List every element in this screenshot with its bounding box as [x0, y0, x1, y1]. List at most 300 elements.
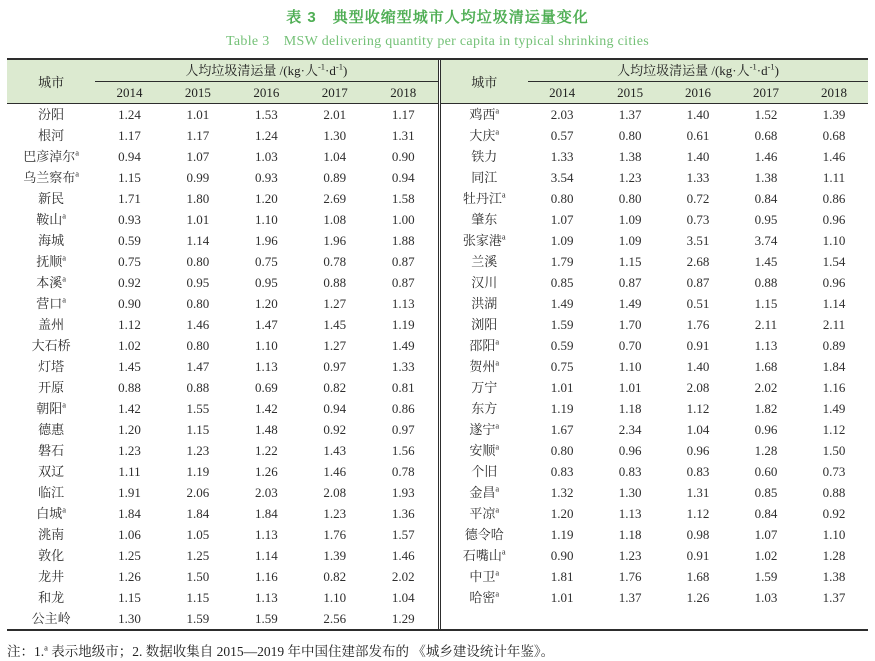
- table-caption-cn: 表 3 典型收缩型城市人均垃圾清运量变化: [286, 9, 589, 26]
- city-cell: 德令哈: [464, 527, 504, 542]
- value-cell: 1.54: [822, 254, 846, 269]
- city-cell: 东方: [471, 401, 498, 416]
- value-cell: 1.84: [186, 506, 210, 521]
- value-cell: 1.08: [323, 212, 347, 227]
- value-cell: 1.13: [254, 590, 278, 605]
- value-cell: 1.29: [391, 611, 415, 626]
- value-cell: 1.20: [254, 296, 278, 311]
- value-cell: 1.91: [118, 485, 141, 500]
- value-cell: 1.30: [118, 611, 141, 626]
- table-row: [441, 377, 869, 398]
- value-cell: 0.85: [550, 275, 574, 290]
- value-cell: 1.20: [118, 422, 141, 437]
- value-cell: 2.68: [686, 254, 710, 269]
- city-cell: 朝阳$^a$: [36, 399, 67, 416]
- value-cell: 1.47: [254, 317, 278, 332]
- value-cell: 1.26: [254, 464, 278, 479]
- value-cell: 0.99: [186, 170, 210, 185]
- value-cell: 1.30: [618, 485, 642, 500]
- prefecture-city-marker: a: [501, 231, 506, 242]
- prefecture-city-marker: a: [62, 273, 67, 284]
- footnote-text: 表示地级市；2. 数据收集自 2015—2019 年中国住建部发布的 《城乡建设统计年鉴》。: [47, 644, 555, 659]
- value-cell: 0.78: [323, 254, 347, 269]
- value-cell: 2.02: [391, 569, 415, 584]
- value-cell: 1.42: [254, 401, 278, 416]
- value-cell: 2.11: [754, 317, 778, 332]
- value-cell: 0.97: [323, 359, 347, 374]
- value-cell: 1.76: [323, 527, 347, 542]
- value-cell: 1.37: [618, 590, 642, 605]
- value-cell: 0.94: [391, 170, 415, 185]
- prefecture-city-marker: a: [495, 126, 500, 137]
- value-cell: 1.46: [391, 548, 415, 563]
- value-cell: 1.40: [686, 107, 710, 122]
- value-cell: 0.84: [754, 191, 778, 206]
- value-cell: 1.27: [323, 338, 347, 353]
- value-cell: 1.12: [118, 317, 141, 332]
- value-cell: 0.96: [618, 443, 642, 458]
- unit-superscript: -1: [335, 61, 343, 72]
- city-cell: 平凉$^a$: [469, 504, 500, 521]
- value-cell: 2.08: [686, 380, 710, 395]
- table-row: [7, 209, 438, 230]
- value-cell: 1.10: [254, 212, 278, 227]
- value-cell: 1.59: [186, 611, 210, 626]
- prefecture-city-marker: a: [495, 336, 500, 347]
- value-cell: 1.52: [754, 107, 778, 122]
- value-cell: 1.19: [550, 401, 574, 416]
- value-cell: 0.95: [186, 275, 210, 290]
- table-row: [7, 188, 438, 209]
- table-row: [441, 356, 869, 377]
- city-cell: 抚顺$^a$: [36, 252, 67, 269]
- value-cell: 1.13: [618, 506, 642, 521]
- value-cell: 2.34: [618, 422, 642, 437]
- city-cell: 石嘴山$^a$: [462, 546, 506, 563]
- city-cell: 开原: [38, 380, 65, 395]
- prefecture-city-marker: a: [75, 147, 80, 158]
- prefecture-city-marker: a: [495, 357, 500, 368]
- table-row: [441, 545, 869, 566]
- table-body: [7, 104, 438, 630]
- value-cell: 1.31: [686, 485, 710, 500]
- city-cell: 鞍山$^a$: [36, 210, 67, 227]
- value-cell: 1.05: [186, 527, 210, 542]
- value-cell: 0.80: [618, 191, 642, 206]
- value-cell: 1.13: [391, 296, 415, 311]
- value-cell: 0.94: [323, 401, 347, 416]
- table-row: [7, 335, 438, 356]
- value-cell: 0.98: [686, 527, 710, 542]
- prefecture-city-marker: a: [62, 399, 67, 410]
- msw-table-left: [7, 60, 438, 629]
- value-cell: 1.26: [686, 590, 710, 605]
- city-cell: 和龙: [38, 590, 65, 605]
- value-cell: 1.09: [550, 233, 574, 248]
- city-cell: 白城$^a$: [36, 504, 67, 521]
- value-cell: 1.43: [323, 443, 347, 458]
- value-cell: 0.68: [822, 128, 846, 143]
- value-cell: 2.01: [323, 107, 347, 122]
- value-cell: 1.18: [618, 401, 642, 416]
- table-row: [441, 419, 869, 440]
- table-row: [441, 440, 869, 461]
- value-cell: 0.90: [550, 548, 574, 563]
- value-cell: 1.48: [254, 422, 278, 437]
- quantity-group-header: [528, 60, 868, 82]
- value-cell: 0.90: [391, 149, 415, 164]
- unit-text-pre: 人均垃圾清运量 /(kg·人: [617, 63, 750, 78]
- city-cell: 牡丹江$^a$: [462, 189, 506, 206]
- table-row: [441, 503, 869, 524]
- value-cell: 1.33: [550, 149, 574, 164]
- table-row: [7, 314, 438, 335]
- value-cell: 1.10: [323, 590, 347, 605]
- value-cell: 0.80: [186, 296, 210, 311]
- prefecture-city-marker: a: [62, 210, 67, 221]
- value-cell: 0.88: [186, 380, 210, 395]
- value-cell: 0.61: [686, 128, 710, 143]
- value-cell: 1.37: [822, 590, 846, 605]
- year-header-2017: 2017: [732, 82, 800, 104]
- city-cell: 个旧: [471, 464, 498, 479]
- value-cell: 1.06: [118, 527, 141, 542]
- value-cell: 1.59: [254, 611, 278, 626]
- footnote-prefix: 注：1.: [7, 644, 45, 659]
- value-cell: 1.13: [254, 527, 278, 542]
- value-cell: 1.01: [550, 590, 574, 605]
- value-cell: 1.04: [686, 422, 710, 437]
- table-row: [441, 335, 869, 356]
- value-cell: 0.59: [550, 338, 574, 353]
- value-cell: 0.72: [686, 191, 710, 206]
- value-cell: 1.32: [550, 485, 574, 500]
- value-cell: 0.92: [822, 506, 846, 521]
- value-cell: 1.49: [550, 296, 574, 311]
- value-cell: 0.78: [391, 464, 415, 479]
- value-cell: 0.85: [754, 485, 778, 500]
- year-header-2018: 2018: [369, 82, 438, 104]
- prefecture-city-marker: a: [62, 252, 67, 263]
- table-row: [441, 251, 869, 272]
- value-cell: 1.04: [323, 149, 347, 164]
- city-cell: 灯塔: [38, 359, 65, 374]
- value-cell: 0.75: [254, 254, 278, 269]
- value-cell: 1.19: [391, 317, 415, 332]
- value-cell: 1.20: [550, 506, 574, 521]
- value-cell: 1.07: [186, 149, 210, 164]
- value-cell: 0.84: [754, 506, 778, 521]
- table-row: [7, 251, 438, 272]
- city-cell: 公主岭: [31, 611, 71, 626]
- value-cell: 0.80: [550, 443, 574, 458]
- unit-text-mid: ·d: [325, 63, 336, 78]
- table-header: [441, 60, 869, 104]
- table-row: [7, 587, 438, 608]
- table-row: [7, 272, 438, 293]
- value-cell: 1.96: [254, 233, 278, 248]
- city-cell: 大石桥: [31, 338, 71, 353]
- value-cell: 1.56: [391, 443, 415, 458]
- value-cell: 0.88: [323, 275, 347, 290]
- unit-superscript: -1: [317, 61, 326, 72]
- value-cell: 0.88: [822, 485, 846, 500]
- table-row: [7, 125, 438, 146]
- value-cell: 1.19: [186, 464, 210, 479]
- city-cell: 磐石: [38, 443, 65, 458]
- value-cell: 1.23: [323, 506, 347, 521]
- city-cell: 邵阳$^a$: [469, 336, 500, 353]
- value-cell: 1.76: [686, 317, 710, 332]
- value-cell: 1.24: [118, 107, 141, 122]
- city-cell: 新民: [38, 191, 65, 206]
- value-cell: 1.25: [186, 548, 210, 563]
- value-cell: 1.15: [754, 296, 778, 311]
- city-cell: 汾阳: [38, 107, 65, 122]
- city-cell: 哈密$^a$: [469, 588, 500, 605]
- city-cell: 肇东: [471, 212, 498, 227]
- value-cell: 1.84: [254, 506, 278, 521]
- unit-superscript: -1: [749, 61, 757, 72]
- value-cell: 1.10: [618, 359, 642, 374]
- city-cell: 遂宁$^a$: [469, 420, 500, 437]
- value-cell: 1.11: [118, 464, 141, 479]
- value-cell: 1.10: [822, 233, 846, 248]
- table-row: [7, 230, 438, 251]
- table-row: [441, 524, 869, 545]
- value-cell: 1.40: [686, 359, 710, 374]
- value-cell: 0.92: [323, 422, 347, 437]
- value-cell: 0.73: [686, 212, 710, 227]
- value-cell: 1.68: [686, 569, 710, 584]
- value-cell: 1.26: [118, 569, 141, 584]
- prefecture-city-marker: a: [495, 483, 500, 494]
- prefecture-city-marker: a: [75, 168, 80, 179]
- table-row: [441, 587, 869, 608]
- table-row: [7, 398, 438, 419]
- value-cell: 1.04: [391, 590, 415, 605]
- city-cell: 双辽: [38, 464, 65, 479]
- footnote-superscript: a: [44, 642, 48, 653]
- value-cell: 1.93: [391, 485, 415, 500]
- value-cell: 0.86: [822, 191, 846, 206]
- year-header-2017: 2017: [301, 82, 369, 104]
- value-cell: 2.03: [550, 107, 574, 122]
- value-cell: 1.17: [391, 107, 415, 122]
- table-row: [7, 608, 438, 629]
- value-cell: 1.59: [550, 317, 574, 332]
- city-cell: 浏阳: [471, 317, 498, 332]
- value-cell: 1.10: [822, 527, 846, 542]
- value-cell: 1.84: [118, 506, 141, 521]
- value-cell: 0.87: [391, 275, 415, 290]
- value-cell: 1.07: [550, 212, 574, 227]
- city-cell: 张家港$^a$: [462, 231, 506, 248]
- year-header-2015: 2015: [596, 82, 664, 104]
- value-cell: 0.70: [618, 338, 642, 353]
- value-cell: 1.96: [323, 233, 347, 248]
- footnote: [7, 640, 868, 660]
- value-cell: 1.07: [754, 527, 778, 542]
- value-cell: 1.02: [754, 548, 778, 563]
- value-cell: 0.57: [550, 128, 574, 143]
- prefecture-city-marker: a: [501, 189, 506, 200]
- value-cell: 1.16: [822, 380, 846, 395]
- value-cell: 0.95: [754, 212, 778, 227]
- value-cell: 1.31: [391, 128, 415, 143]
- value-cell: 2.06: [186, 485, 210, 500]
- city-column-header: 城市: [7, 60, 95, 104]
- prefecture-city-marker: a: [501, 546, 506, 557]
- value-cell: 1.80: [186, 191, 210, 206]
- table-row: [441, 566, 869, 587]
- prefecture-city-marker: a: [62, 504, 67, 515]
- msw-tables-container: [7, 58, 868, 631]
- value-cell: 0.88: [118, 380, 141, 395]
- value-cell: 0.69: [254, 380, 278, 395]
- city-cell: 临江: [38, 485, 65, 500]
- quantity-group-header: [95, 60, 437, 82]
- value-cell: 1.38: [618, 149, 642, 164]
- value-cell: 1.12: [822, 422, 846, 437]
- value-cell: 1.11: [822, 170, 846, 185]
- value-cell: 0.91: [686, 548, 710, 563]
- city-cell: 盖州: [38, 317, 65, 332]
- value-cell: 1.88: [391, 233, 415, 248]
- value-cell: 1.27: [323, 296, 347, 311]
- value-cell: 1.38: [754, 170, 778, 185]
- table-row: [7, 167, 438, 188]
- value-cell: 1.39: [822, 107, 846, 122]
- table-row: [441, 167, 869, 188]
- city-cell: 大庆$^a$: [469, 126, 500, 143]
- table-row: [441, 125, 869, 146]
- city-cell: 营口$^a$: [36, 294, 67, 311]
- table-row: [7, 482, 438, 503]
- value-cell: 1.15: [186, 422, 210, 437]
- prefecture-city-marker: a: [495, 105, 500, 116]
- prefecture-city-marker: a: [495, 588, 500, 599]
- year-header-2016: 2016: [232, 82, 300, 104]
- table-row: [441, 146, 869, 167]
- value-cell: 1.15: [118, 170, 141, 185]
- value-cell: 0.88: [754, 275, 778, 290]
- value-cell: 1.50: [822, 443, 846, 458]
- value-cell: 1.40: [686, 149, 710, 164]
- msw-table-right: [441, 60, 869, 608]
- value-cell: 1.37: [618, 107, 642, 122]
- value-cell: 0.81: [391, 380, 415, 395]
- table-row: [7, 566, 438, 587]
- value-cell: 1.45: [323, 317, 347, 332]
- value-cell: 1.13: [754, 338, 778, 353]
- value-cell: 1.46: [323, 464, 347, 479]
- table-row: [441, 104, 869, 126]
- value-cell: 1.70: [618, 317, 642, 332]
- value-cell: 1.49: [618, 296, 642, 311]
- table-row: [7, 356, 438, 377]
- value-cell: 1.03: [754, 590, 778, 605]
- value-cell: 2.69: [323, 191, 347, 206]
- table-row: [441, 482, 869, 503]
- value-cell: 1.68: [754, 359, 778, 374]
- value-cell: 2.08: [323, 485, 347, 500]
- table-row: [441, 188, 869, 209]
- value-cell: 1.39: [323, 548, 347, 563]
- value-cell: 1.22: [254, 443, 278, 458]
- value-cell: 0.83: [550, 464, 574, 479]
- value-cell: 1.23: [618, 548, 642, 563]
- value-cell: 2.11: [822, 317, 846, 332]
- unit-text-mid: ·d: [756, 63, 768, 78]
- value-cell: 1.01: [186, 107, 210, 122]
- table-body: [441, 104, 869, 609]
- city-cell: 龙井: [38, 569, 65, 584]
- value-cell: 1.45: [118, 359, 141, 374]
- value-cell: 1.36: [391, 506, 415, 521]
- city-cell: 铁力: [471, 149, 498, 164]
- value-cell: 0.82: [323, 380, 347, 395]
- value-cell: 0.87: [686, 275, 710, 290]
- value-cell: 1.57: [391, 527, 415, 542]
- value-cell: 0.80: [550, 191, 574, 206]
- value-cell: 2.03: [254, 485, 278, 500]
- value-cell: 1.82: [754, 401, 778, 416]
- city-cell: 乌兰察布$^a$: [23, 168, 80, 185]
- value-cell: 0.89: [822, 338, 846, 353]
- value-cell: 1.47: [186, 359, 210, 374]
- value-cell: 1.09: [618, 233, 642, 248]
- value-cell: 1.12: [686, 506, 710, 521]
- value-cell: 0.51: [686, 296, 710, 311]
- value-cell: 2.56: [323, 611, 347, 626]
- value-cell: 1.46: [186, 317, 210, 332]
- value-cell: 1.13: [254, 359, 278, 374]
- city-cell: 德惠: [38, 422, 65, 437]
- value-cell: 1.10: [254, 338, 278, 353]
- value-cell: 2.02: [754, 380, 778, 395]
- value-cell: 1.71: [118, 191, 141, 206]
- prefecture-city-marker: a: [495, 420, 500, 431]
- value-cell: 1.03: [254, 149, 278, 164]
- table-row: [441, 398, 869, 419]
- value-cell: 1.28: [754, 443, 778, 458]
- value-cell: 1.01: [186, 212, 210, 227]
- city-cell: 安顺$^a$: [469, 441, 500, 458]
- value-cell: 1.59: [754, 569, 778, 584]
- table-row: [7, 293, 438, 314]
- value-cell: 1.49: [391, 338, 415, 353]
- value-cell: 0.86: [391, 401, 415, 416]
- value-cell: 3.74: [754, 233, 778, 248]
- value-cell: 1.49: [822, 401, 846, 416]
- value-cell: 0.80: [618, 128, 642, 143]
- city-cell: 金昌$^a$: [469, 483, 500, 500]
- value-cell: 0.80: [186, 254, 210, 269]
- value-cell: 0.93: [118, 212, 141, 227]
- value-cell: 1.33: [391, 359, 415, 374]
- value-cell: 0.68: [754, 128, 778, 143]
- value-cell: 1.38: [822, 569, 846, 584]
- unit-text-pre: 人均垃圾清运量 /(kg·人: [185, 63, 318, 78]
- year-header-2018: 2018: [800, 82, 868, 104]
- city-cell: 洪湖: [471, 296, 498, 311]
- year-header-2014: 2014: [95, 82, 163, 104]
- value-cell: 1.23: [618, 170, 642, 185]
- value-cell: 0.96: [822, 212, 846, 227]
- table-row: [7, 377, 438, 398]
- value-cell: 1.50: [186, 569, 210, 584]
